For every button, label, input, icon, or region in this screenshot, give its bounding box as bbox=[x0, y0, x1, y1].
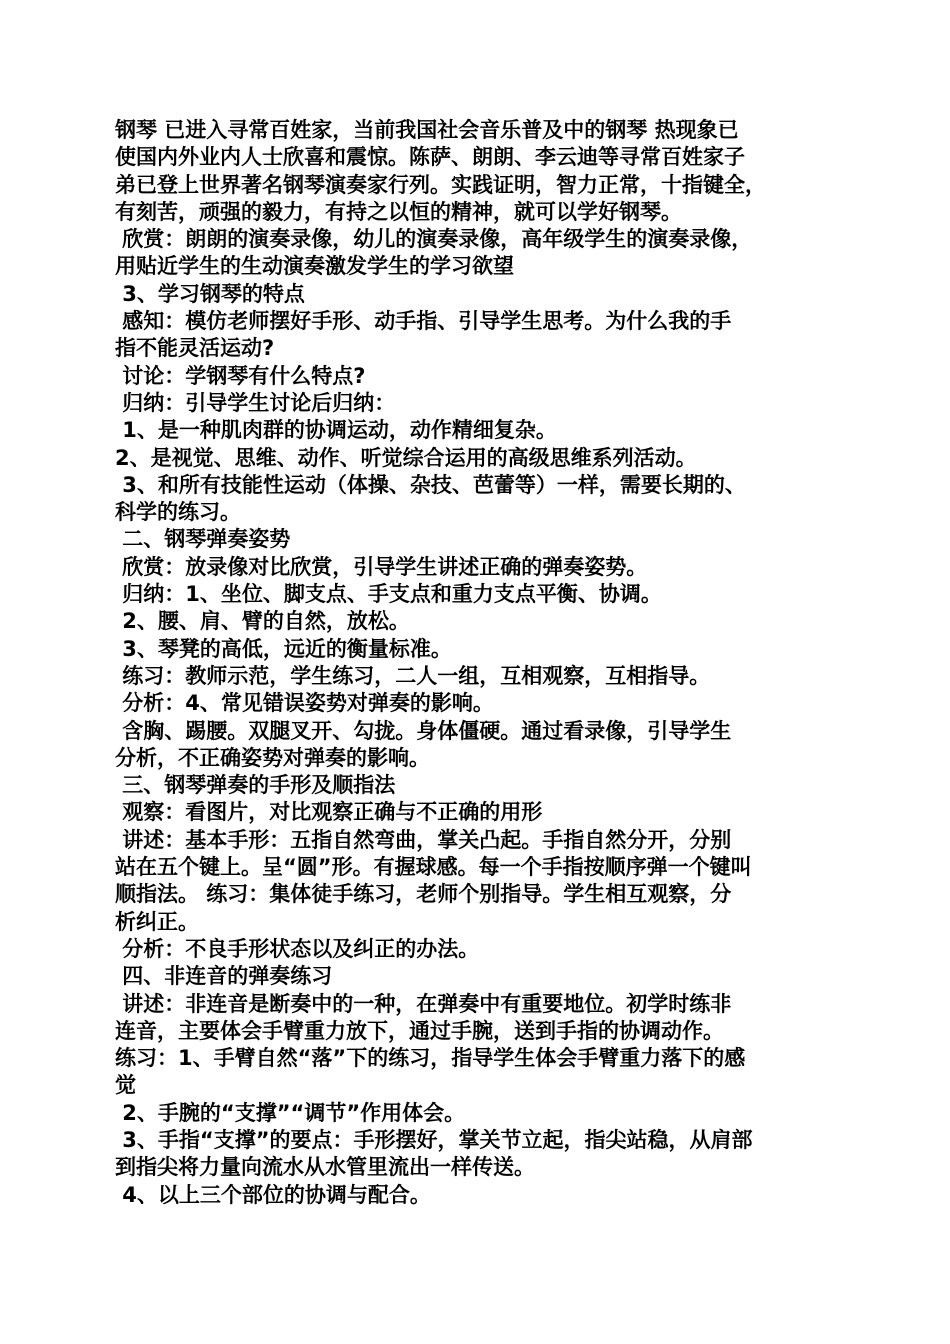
text-line: 科学的练习。 bbox=[115, 500, 241, 525]
text-line: 钢琴 已进入寻常百姓家，当前我国社会音乐普及中的钢琴 热现象已 bbox=[115, 118, 739, 142]
text-line: 练习：教师示范，学生练习，二人一组，互相观察，互相指导。 bbox=[115, 663, 711, 688]
text-line: 欣赏：放录像对比欣赏，引导学生讲述正确的弹奏姿势。 bbox=[115, 554, 648, 579]
text-line: 归纳：引导学生讨论后归纳： bbox=[115, 390, 396, 415]
text-line: 有刻苦，顽强的毅力，有持之以恒的精神，就可以学好钢琴。 bbox=[115, 199, 682, 224]
text-line: 指不能灵活运动? bbox=[115, 336, 275, 361]
list-item: 归纳：1、坐位、脚支点、手支点和重力支点平衡、协调。 bbox=[115, 582, 662, 607]
text-line: 欣赏：朗朗的演奏录像，幼儿的演奏录像，高年级学生的演奏录像， bbox=[115, 227, 753, 252]
text-line: 讲述：基本手形：五指自然弯曲，掌关凸起。手指自然分开，分别 bbox=[115, 827, 732, 852]
section-heading: 四、非连音的弹奏练习 bbox=[115, 964, 333, 989]
text-line: 分析：4、常见错误姿势对弹奏的影响。 bbox=[115, 691, 494, 716]
text-line: 弟已登上世界著名钢琴演奏家行列。实践证明，智力正常，十指键全， bbox=[115, 172, 766, 197]
text-line: 分析：不良手形状态以及纠正的办法。 bbox=[115, 936, 480, 961]
section-heading: 二、钢琴弹奏姿势 bbox=[115, 527, 291, 552]
list-item: 1、是一种肌肉群的协调运动，动作精细复杂。 bbox=[115, 418, 557, 443]
text-line: 站在五个键上。呈“圆”形。有握球感。每一个手指按顺序弹一个键叫 bbox=[115, 855, 752, 880]
text-line: 感知：模仿老师摆好手形、动手指、引导学生思考。为什么我的手 bbox=[115, 309, 732, 334]
list-item: 2、腰、肩、臂的自然，放松。 bbox=[115, 609, 410, 634]
section-heading: 三、钢琴弹奏的手形及顺指法 bbox=[115, 773, 396, 798]
list-item: 3、手指“支撑”的要点：手形摆好，掌关节立起，指尖站稳，从肩部 bbox=[115, 1127, 753, 1152]
text-line: 分析，不正确姿势对弹奏的影响。 bbox=[115, 745, 430, 770]
text-line: 讨论：学钢琴有什么特点? bbox=[115, 363, 366, 388]
text-line: 使国内外业内人士欣喜和震惊。陈萨、朗朗、李云迪等寻常百姓家子 bbox=[115, 145, 745, 170]
list-item: 4、以上三个部位的协调与配合。 bbox=[115, 1182, 431, 1207]
text-line: 讲述：非连音是断奏中的一种，在弹奏中有重要地位。初学时练非 bbox=[115, 991, 732, 1016]
list-item: 3、琴凳的高低，远近的衡量标准。 bbox=[115, 636, 452, 661]
document-page bbox=[115, 117, 845, 1209]
list-item: 3、和所有技能性运动（体操、杂技、芭蕾等）一样，需要长期的、 bbox=[115, 472, 746, 497]
section-heading: 3、学习钢琴的特点 bbox=[115, 281, 305, 306]
text-line: 含胸、踢腰。双腿叉开、勾拢。身体僵硬。通过看录像，引导学生 bbox=[115, 718, 732, 743]
text-line: 觉 bbox=[115, 1073, 136, 1098]
text-line: 到指尖将力量向流水从水管里流出一样传送。 bbox=[115, 1155, 535, 1180]
list-item: 练习：1、手臂自然“落”下的练习，指导学生体会手臂重力落下的感 bbox=[115, 1046, 746, 1071]
text-line: 析纠正。 bbox=[115, 909, 199, 934]
text-line: 顺指法。 练习：集体徒手练习，老师个别指导。学生相互观察，分 bbox=[115, 882, 732, 907]
list-item: 2、是视觉、思维、动作、听觉综合运用的高级思维系列活动。 bbox=[115, 445, 697, 470]
text-line: 观察：看图片，对比观察正确与不正确的用形 bbox=[115, 800, 543, 825]
text-line: 连音，主要体会手臂重力放下，通过手腕，送到手指的协调动作。 bbox=[115, 1018, 724, 1043]
text-line: 用贴近学生的生动演奏激发学生的学习欲望 bbox=[115, 254, 514, 279]
list-item: 2、手腕的“支撑”“调节”作用体会。 bbox=[115, 1100, 466, 1125]
